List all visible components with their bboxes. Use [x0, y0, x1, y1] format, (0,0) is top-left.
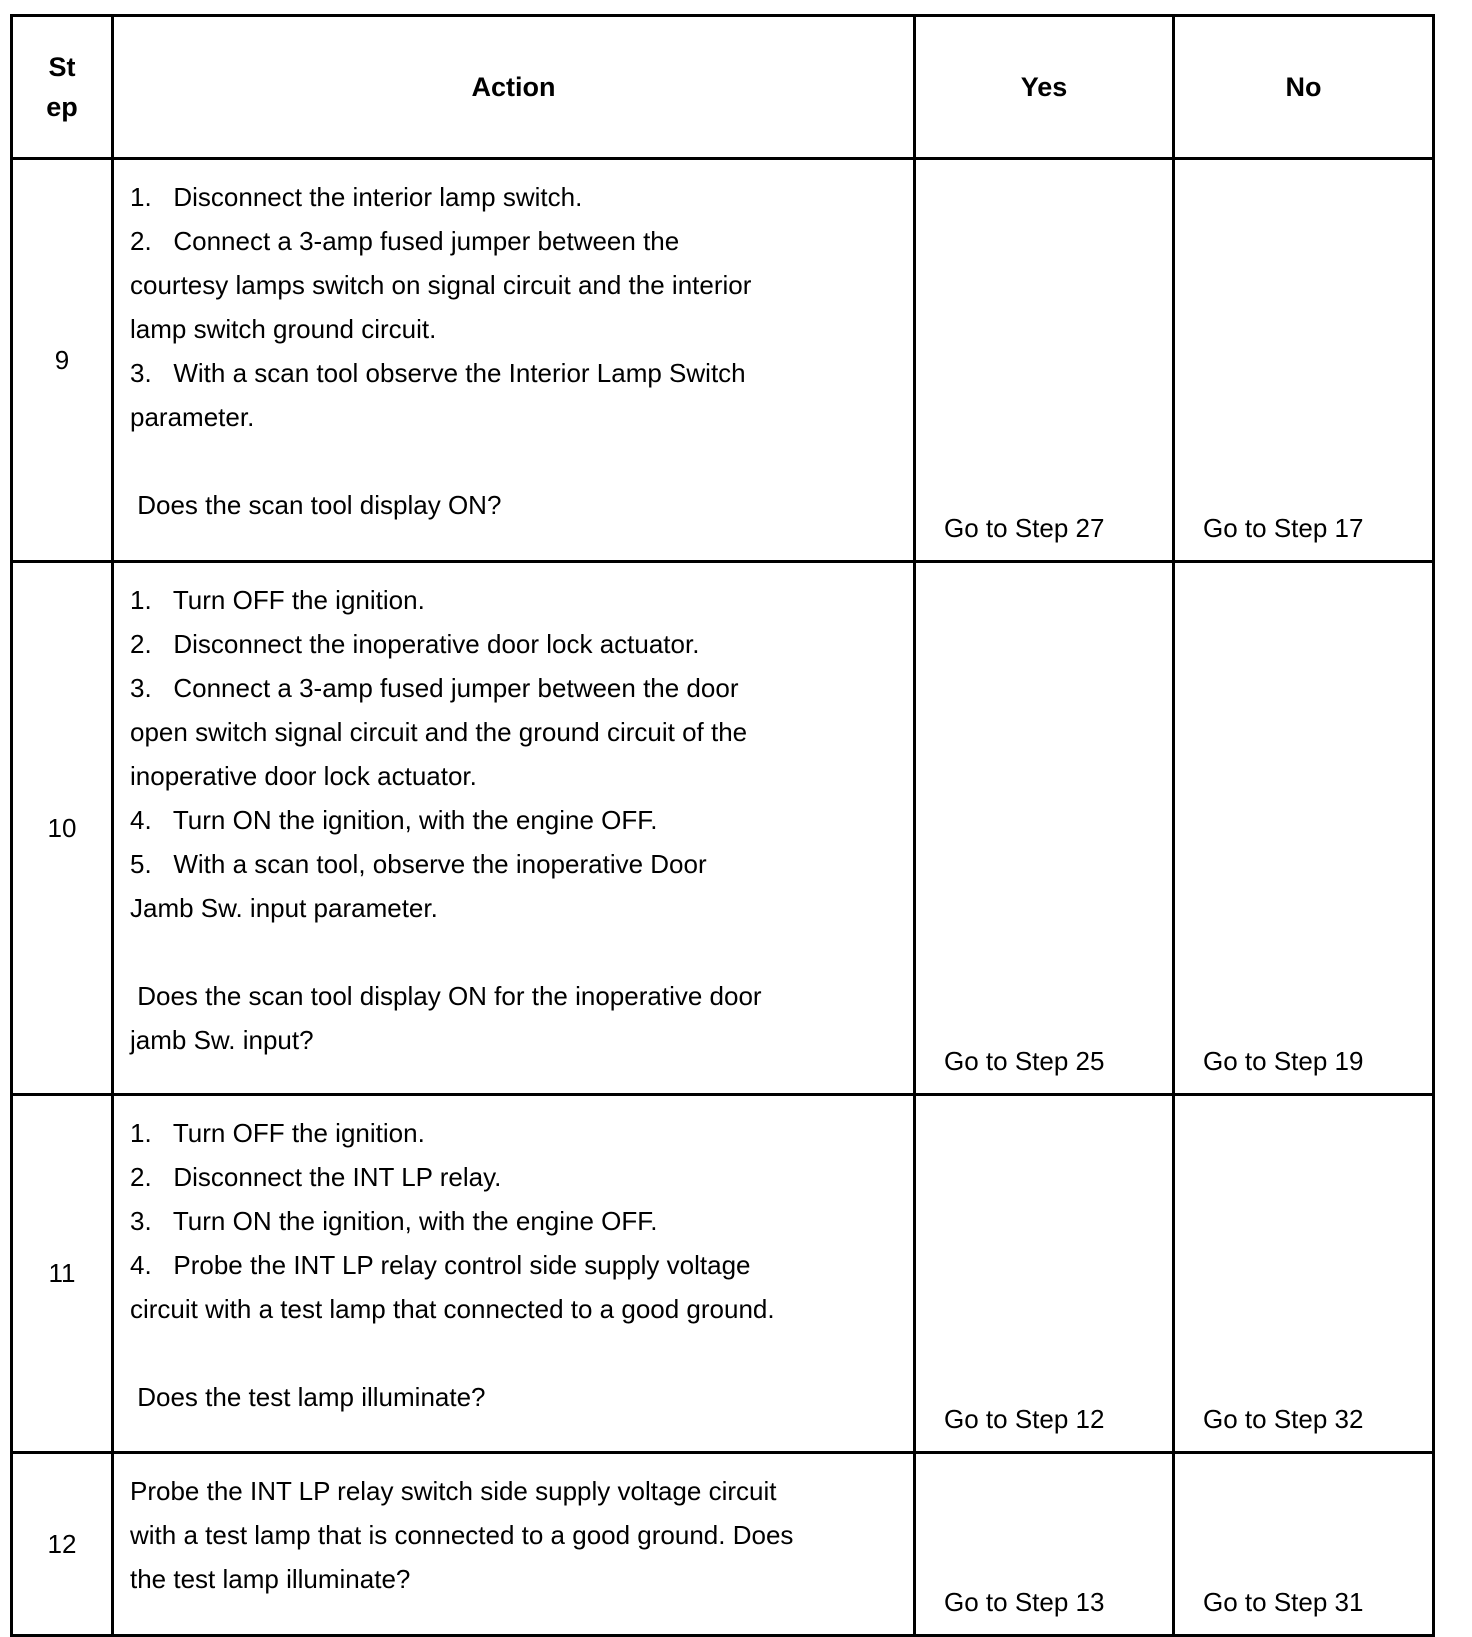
yes-result: Go to Step 13: [915, 1453, 1174, 1636]
action-cell: [113, 1095, 915, 1453]
no-result: Go to Step 19: [1174, 562, 1434, 1095]
no-result: Go to Step 31: [1174, 1453, 1434, 1636]
action-question: Does the scan tool display ON?: [130, 490, 502, 520]
header-yes: Yes: [915, 16, 1174, 159]
action-question: jamb Sw. input?: [130, 1025, 314, 1055]
header-step-line2: ep: [46, 92, 78, 122]
action-line: 3. Connect a 3-amp fused jumper between the door: [130, 673, 739, 703]
action-cell: [113, 562, 915, 1095]
action-line: 3. With a scan tool observe the Interior Lamp Switch: [130, 358, 746, 388]
action-line: 2. Disconnect the INT LP relay.: [130, 1162, 502, 1192]
step-number: 12: [12, 1453, 113, 1636]
action-line: Jamb Sw. input parameter.: [130, 893, 438, 923]
action-cell: [113, 159, 915, 562]
action-line: [130, 1331, 899, 1375]
action-line: circuit with a test lamp that connected to a good ground.: [130, 1294, 775, 1324]
no-result: Go to Step 32: [1174, 1095, 1434, 1453]
action-line: 2. Connect a 3-amp fused jumper between the: [130, 226, 680, 256]
action-line: [130, 930, 899, 974]
action-question: Does the test lamp illuminate?: [130, 1382, 486, 1412]
header-row: [12, 16, 1434, 159]
action-cell: [113, 1453, 915, 1636]
action-line: 1. Turn OFF the ignition.: [130, 1118, 425, 1148]
action-line: with a test lamp that is connected to a good ground. Does: [130, 1520, 794, 1550]
action-line: 5. With a scan tool, observe the inoperative Door: [130, 849, 707, 879]
action-question: the test lamp illuminate?: [130, 1564, 411, 1594]
action-line: 1. Turn OFF the ignition.: [130, 585, 425, 615]
diagnostic-table: [10, 14, 1435, 1637]
action-question: Does the scan tool display ON for the inoperative door: [130, 981, 762, 1011]
step-number: 9: [12, 159, 113, 562]
no-result: Go to Step 17: [1174, 159, 1434, 562]
header-no: No: [1174, 16, 1434, 159]
action-line: open switch signal circuit and the ground circuit of the: [130, 717, 748, 747]
header-step: [12, 16, 113, 159]
action-line: lamp switch ground circuit.: [130, 314, 437, 344]
table-row: [12, 159, 1434, 562]
table-row: [12, 1095, 1434, 1453]
action-line: 1. Disconnect the interior lamp switch.: [130, 182, 583, 212]
yes-result: Go to Step 25: [915, 562, 1174, 1095]
action-line: Probe the INT LP relay switch side supply voltage circuit: [130, 1476, 777, 1506]
table-row: [12, 562, 1434, 1095]
step-number: 11: [12, 1095, 113, 1453]
action-line: courtesy lamps switch on signal circuit and the interior: [130, 270, 752, 300]
action-line: 3. Turn ON the ignition, with the engine OFF.: [130, 1206, 658, 1236]
header-step-line1: St: [48, 52, 76, 82]
action-line: 4. Turn ON the ignition, with the engine OFF.: [130, 805, 658, 835]
table-row: [12, 1453, 1434, 1636]
action-line: [130, 439, 899, 483]
action-line: 4. Probe the INT LP relay control side supply voltage: [130, 1250, 751, 1280]
action-line: inoperative door lock actuator.: [130, 761, 477, 791]
step-number: 10: [12, 562, 113, 1095]
action-line: parameter.: [130, 402, 255, 432]
yes-result: Go to Step 27: [915, 159, 1174, 562]
header-action: Action: [113, 16, 915, 159]
yes-result: Go to Step 12: [915, 1095, 1174, 1453]
action-line: 2. Disconnect the inoperative door lock actuator.: [130, 629, 700, 659]
